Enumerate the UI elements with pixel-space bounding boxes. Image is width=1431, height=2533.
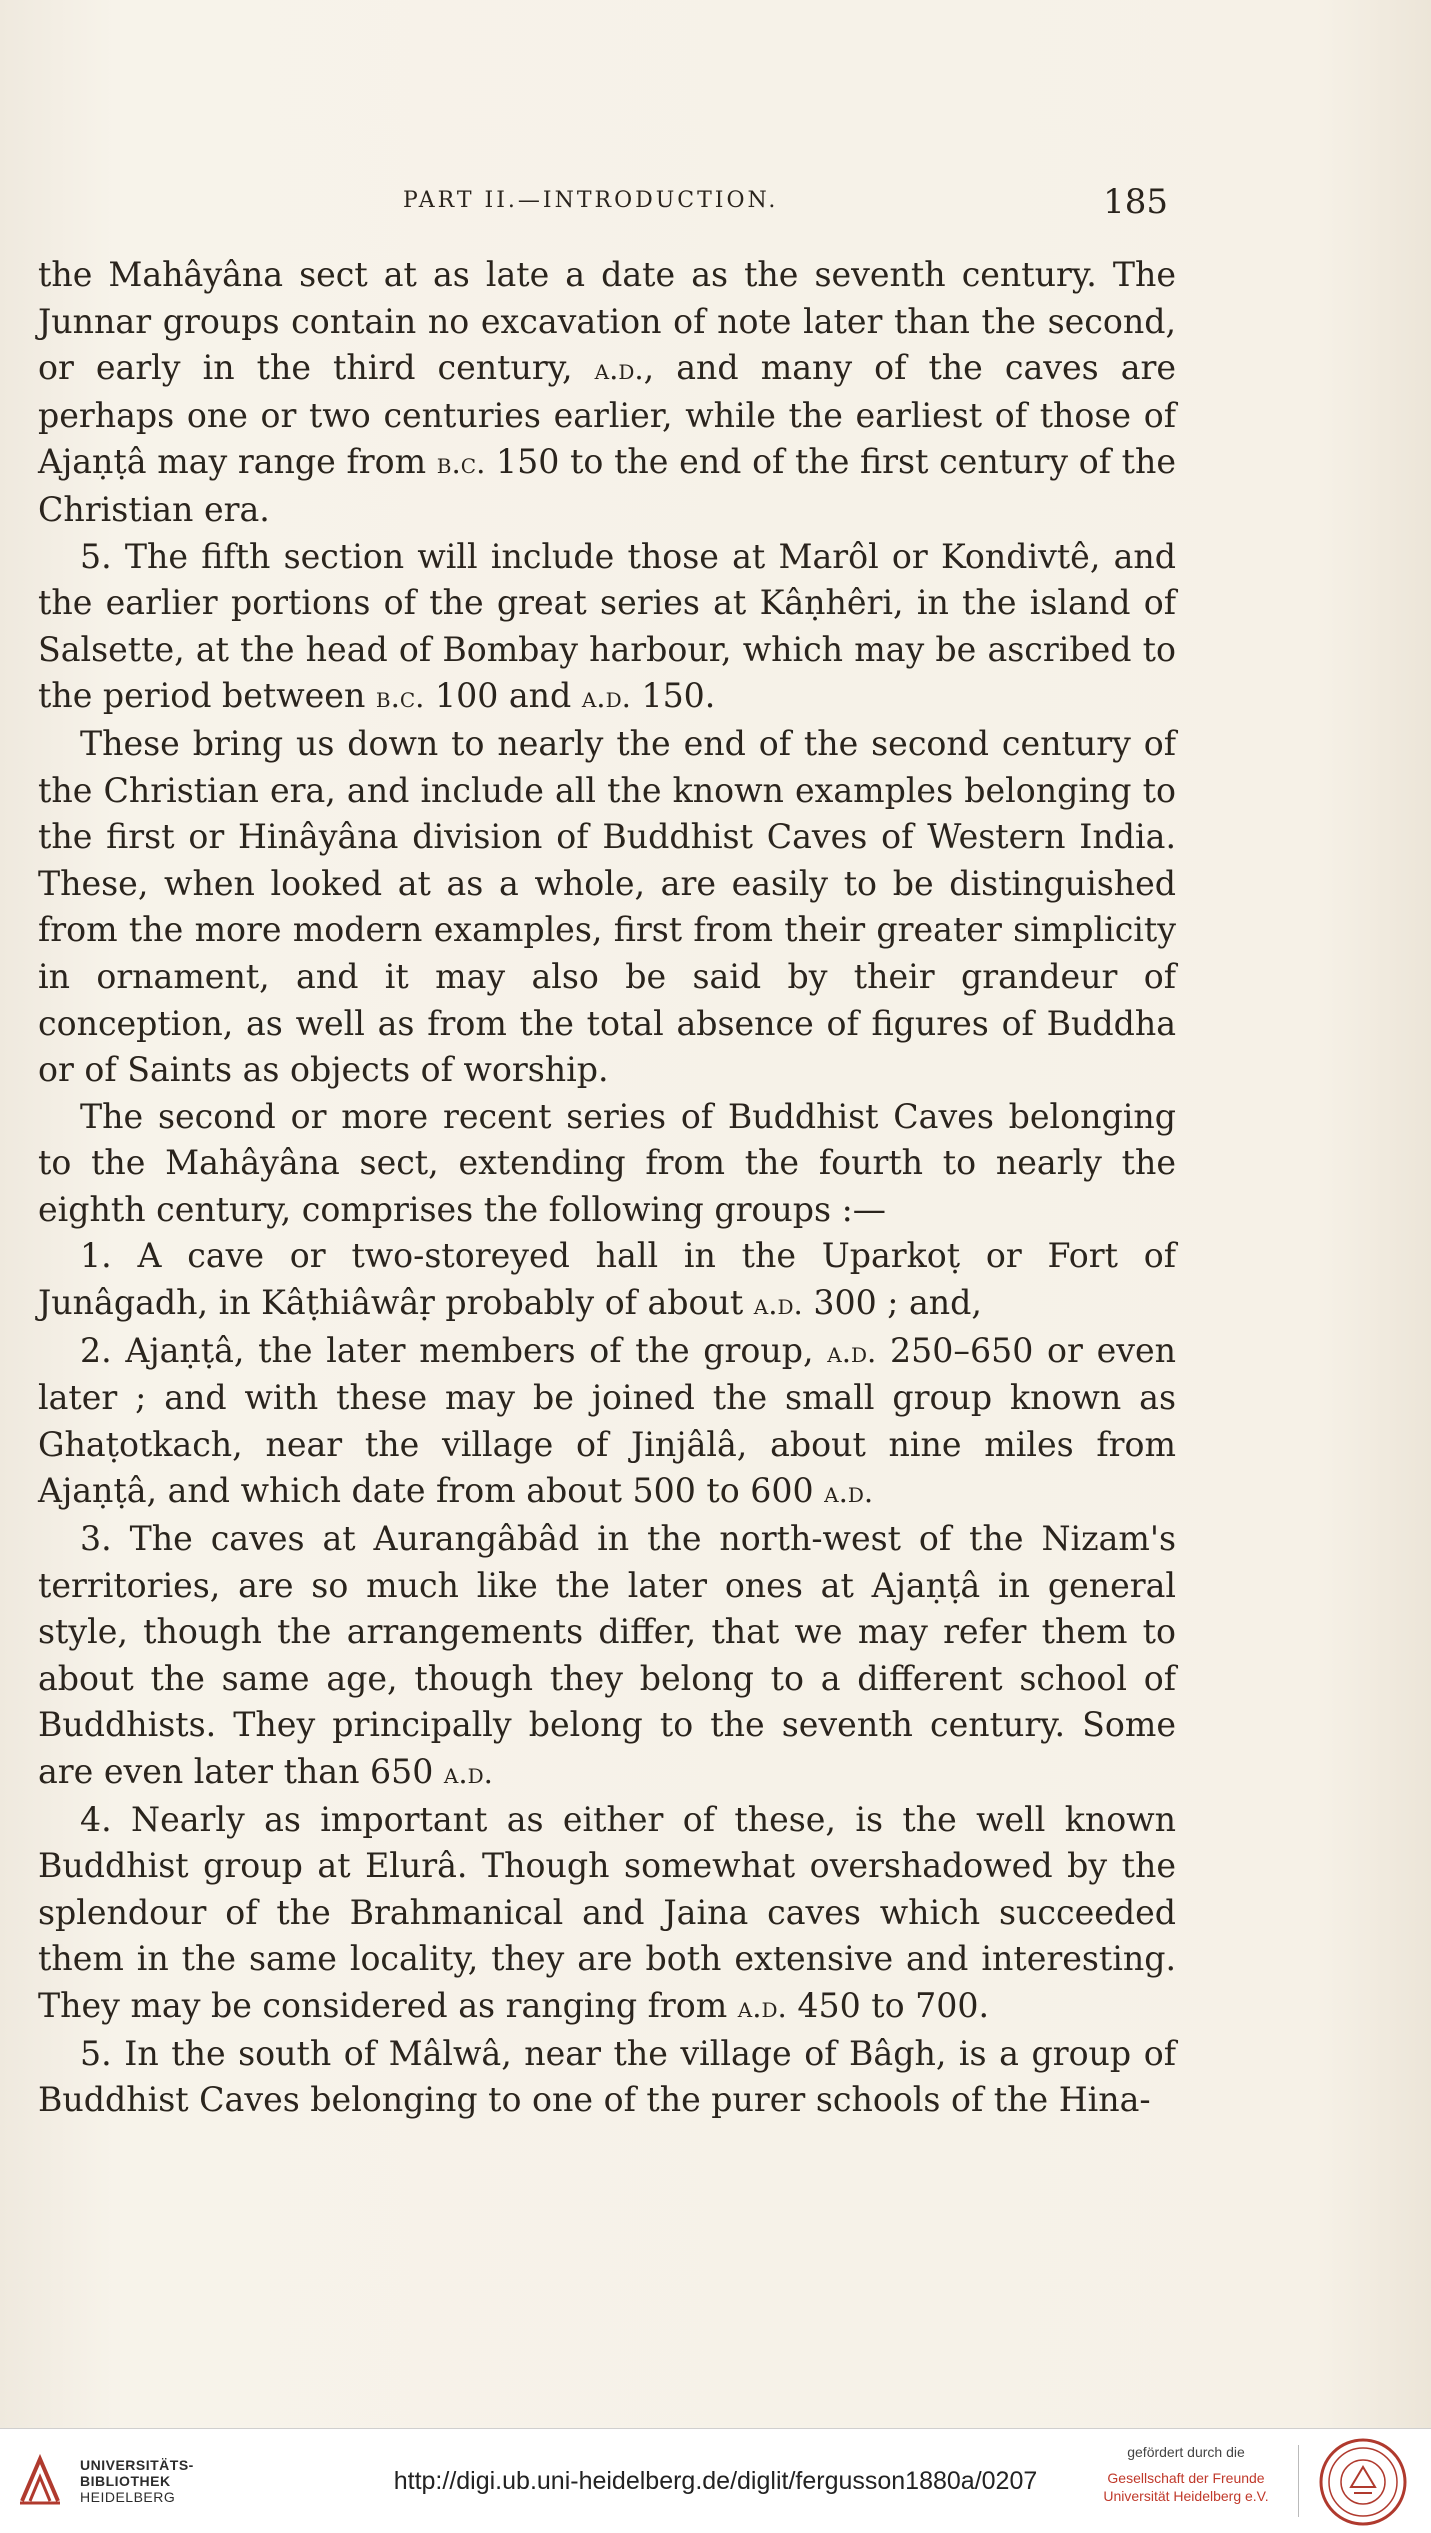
paragraph (38, 1516, 1176, 1797)
text-run: the Mahâyâna sect at as late a date as the seventh century. The Junnar groups contain no excavation of note later than the second, or early in the third century, (38, 255, 1176, 388)
running-head (38, 182, 1168, 226)
abbreviation: a.d. (737, 1989, 787, 2024)
text-run: 4. Nearly as important as either of these, is the well known Buddhist group at Elurâ. Though somewhat overshadowed by the splendour of the Brahmanical and Jaina caves which succeeded them in the same locality, they are both extensive and interesting. They may be considered as ranging from (38, 1799, 1176, 2025)
text-run: 250–650 or even later ; and with these may be joined the small group known as Ghaṭotkach, near the village of Jinjâlâ, about nine miles from Ajaṇṭâ, and which date from about 500 to 600 (38, 1330, 1176, 1511)
text-run: 100 and (424, 676, 582, 716)
text-run: 1. A cave or two-storeyed hall in the Uparkoṭ or Fort of Junâgadh, in Kâṭhiâwâṛ probably of about (38, 1236, 1176, 1323)
university-seal-icon (1318, 2437, 1408, 2527)
paragraph (38, 1094, 1176, 1234)
sponsor-name-line: Universität Heidelberg e.V. (1103, 2488, 1269, 2504)
abbreviation: b.c. (436, 446, 486, 481)
text-run: 300 ; and, (802, 1283, 982, 1323)
abbreviation: a.d. (443, 1756, 493, 1790)
text-run: 150. (630, 676, 716, 716)
text-run: 3. The caves at Aurangâbâd in the north-west of the Nizam's territories, are so much like the later ones at Ajaṇṭâ in general style, though the arrangements differ, that we may refer them to about the same age, though they belong to a different school of Buddhists. They principally belong to the seventh century. Some are even later than 650 (38, 1519, 1176, 1791)
abbreviation: a.d. (753, 1287, 803, 1322)
text-run: These bring us down to nearly the end of the second century of the Christian era, and include all the known examples belonging to the first or Hinâyâna division of Buddhist Caves of Western India. These, when looked at as a whole, are easily to be distinguished from the more modern examples, first from their greater simplicity in ornament, and it may also be said by their grandeur of conception, as well as from the total absence of figures of Buddha or of Saints as objects of worship. (38, 723, 1176, 1090)
paragraph (38, 1233, 1176, 1327)
text-run: The second or more recent series of Buddhist Caves belonging to the Mahâyâna sect, extending from the fourth to nearly the eighth century, comprises the following groups :— (38, 1096, 1176, 1229)
text-run: 150 to the end of the first century of the Christian era. (38, 442, 1177, 529)
abbreviation: a.d. (827, 1334, 877, 1369)
page-number: 185 (1103, 182, 1168, 222)
text-run: 2. Ajaṇṭâ, the later members of the group, (80, 1330, 828, 1370)
abbreviation: b.c. (375, 680, 425, 715)
paragraph (38, 534, 1176, 721)
paragraph (38, 2031, 1176, 2124)
abbreviation: a.d. (824, 1475, 874, 1510)
paragraph (38, 721, 1176, 1094)
library-line: UNIVERSITÄTS- (80, 2457, 194, 2473)
sponsor-name-line: Gesellschaft der Freunde (1107, 2470, 1265, 2486)
paragraph (38, 1797, 1176, 2031)
text-run: 5. The fifth section will include those at Marôl or Kondivtê, and the earlier portions of the great series at Kâṇhêri, in the island of Salsette, at the head of Bombay harbour, which may be ascribed to the period between (38, 536, 1176, 716)
sponsor-block (1086, 2443, 1286, 2505)
footer-divider (1298, 2445, 1299, 2517)
text-run: , and many of the caves are perhaps one or two centuries earlier, while the earliest of those of Ajaṇṭâ may range from (38, 348, 1176, 482)
abbreviation: a.d. (594, 352, 644, 387)
page-url-link[interactable]: http://digi.ub.uni-heidelberg.de/diglit/fergusson1880a/0207 (393, 2467, 1038, 2495)
text-run: 5. In the south of Mâlwâ, near the village of Bâgh, is a group of Buddhist Caves belonging to one of the purer schools of the Hina- (38, 2033, 1176, 2120)
footer-bar (0, 2428, 1431, 2533)
sponsor-label: gefördert durch die (1127, 2444, 1245, 2460)
running-title: PART II.—INTRODUCTION. (403, 188, 779, 213)
body-text (38, 252, 1176, 2124)
abbreviation: a.d. (581, 680, 631, 715)
paragraph (38, 1328, 1176, 1516)
library-line: HEIDELBERG (80, 2489, 176, 2505)
paragraph (38, 252, 1176, 534)
text-run: 450 to 700. (786, 1985, 990, 2025)
library-line: BIBLIOTHEK (80, 2473, 171, 2489)
